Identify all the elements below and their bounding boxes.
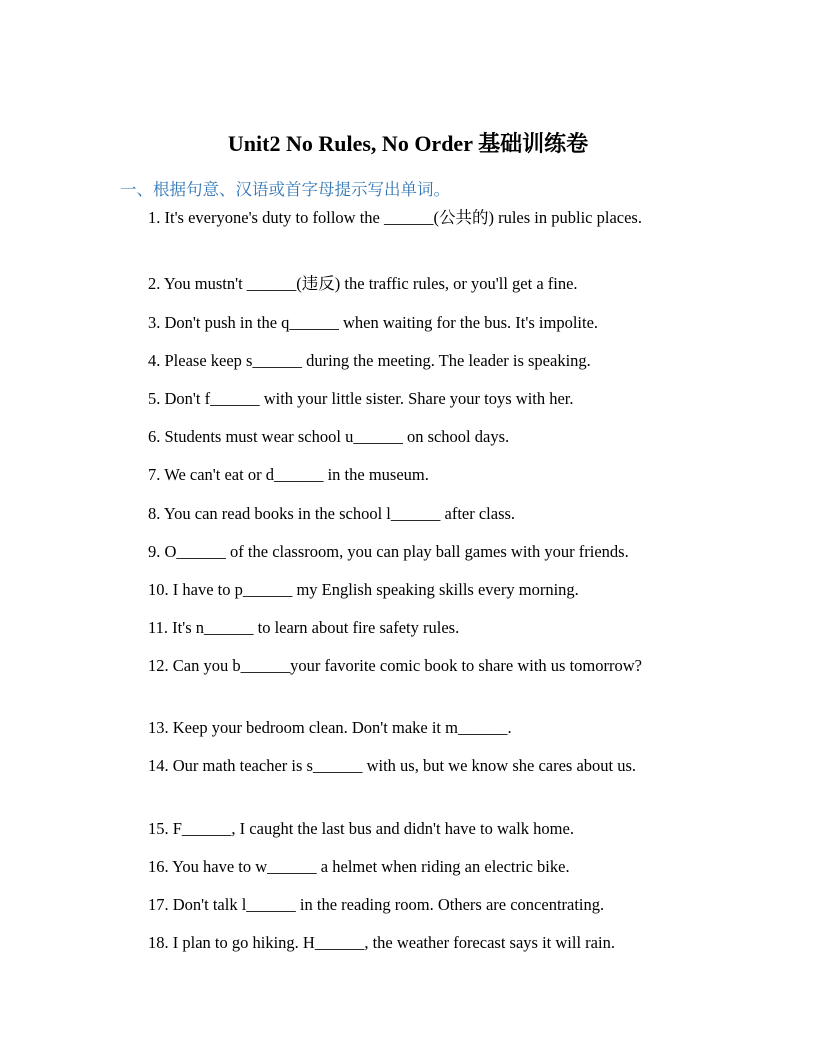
question-16: 16. You have to w______ a helmet when riding an electric bike. [148,857,570,876]
question-12: 12. Can you b______your favorite comic book to share with us tomorrow? [148,656,642,675]
question-10: 10. I have to p______ my English speaking skills every morning. [148,580,579,599]
question-14: 14. Our math teacher is s______ with us, but we know she cares about us. [148,756,637,775]
question-6: 6. Students must wear school u______ on school days. [148,427,510,446]
question-8: 8. You can read books in the school l______ after class. [148,504,516,523]
question-4: 4. Please keep s______ during the meeting. The leader is speaking. [148,351,591,370]
question-13: 13. Keep your bedroom clean. Don't make it m______. [148,718,512,737]
question-1: 1. It's everyone's duty to follow the ______(公共的) rules in public places. [148,208,642,227]
document-title: Unit2 No Rules, No Order 基础训练卷 [227,131,589,156]
section-heading: 一、根据句意、汉语或首字母提示写出单词。 [120,180,450,199]
question-2: 2. You mustn't ______(违反) the traffic rules, or you'll get a fine. [148,274,578,293]
question-15: 15. F______, I caught the last bus and didn't have to walk home. [148,819,574,838]
question-11: 11. It's n______ to learn about fire safety rules. [148,618,460,637]
question-7: 7. We can't eat or d______ in the museum. [148,465,429,484]
question-17: 17. Don't talk l______ in the reading room. Others are concentrating. [148,895,605,914]
question-18: 18. I plan to go hiking. H______, the weather forecast says it will rain. [148,933,615,952]
question-3: 3. Don't push in the q______ when waiting for the bus. It's impolite. [148,313,599,332]
question-9: 9. O______ of the classroom, you can play ball games with your friends. [148,542,629,561]
question-5: 5. Don't f______ with your little sister. Share your toys with her. [148,389,574,408]
